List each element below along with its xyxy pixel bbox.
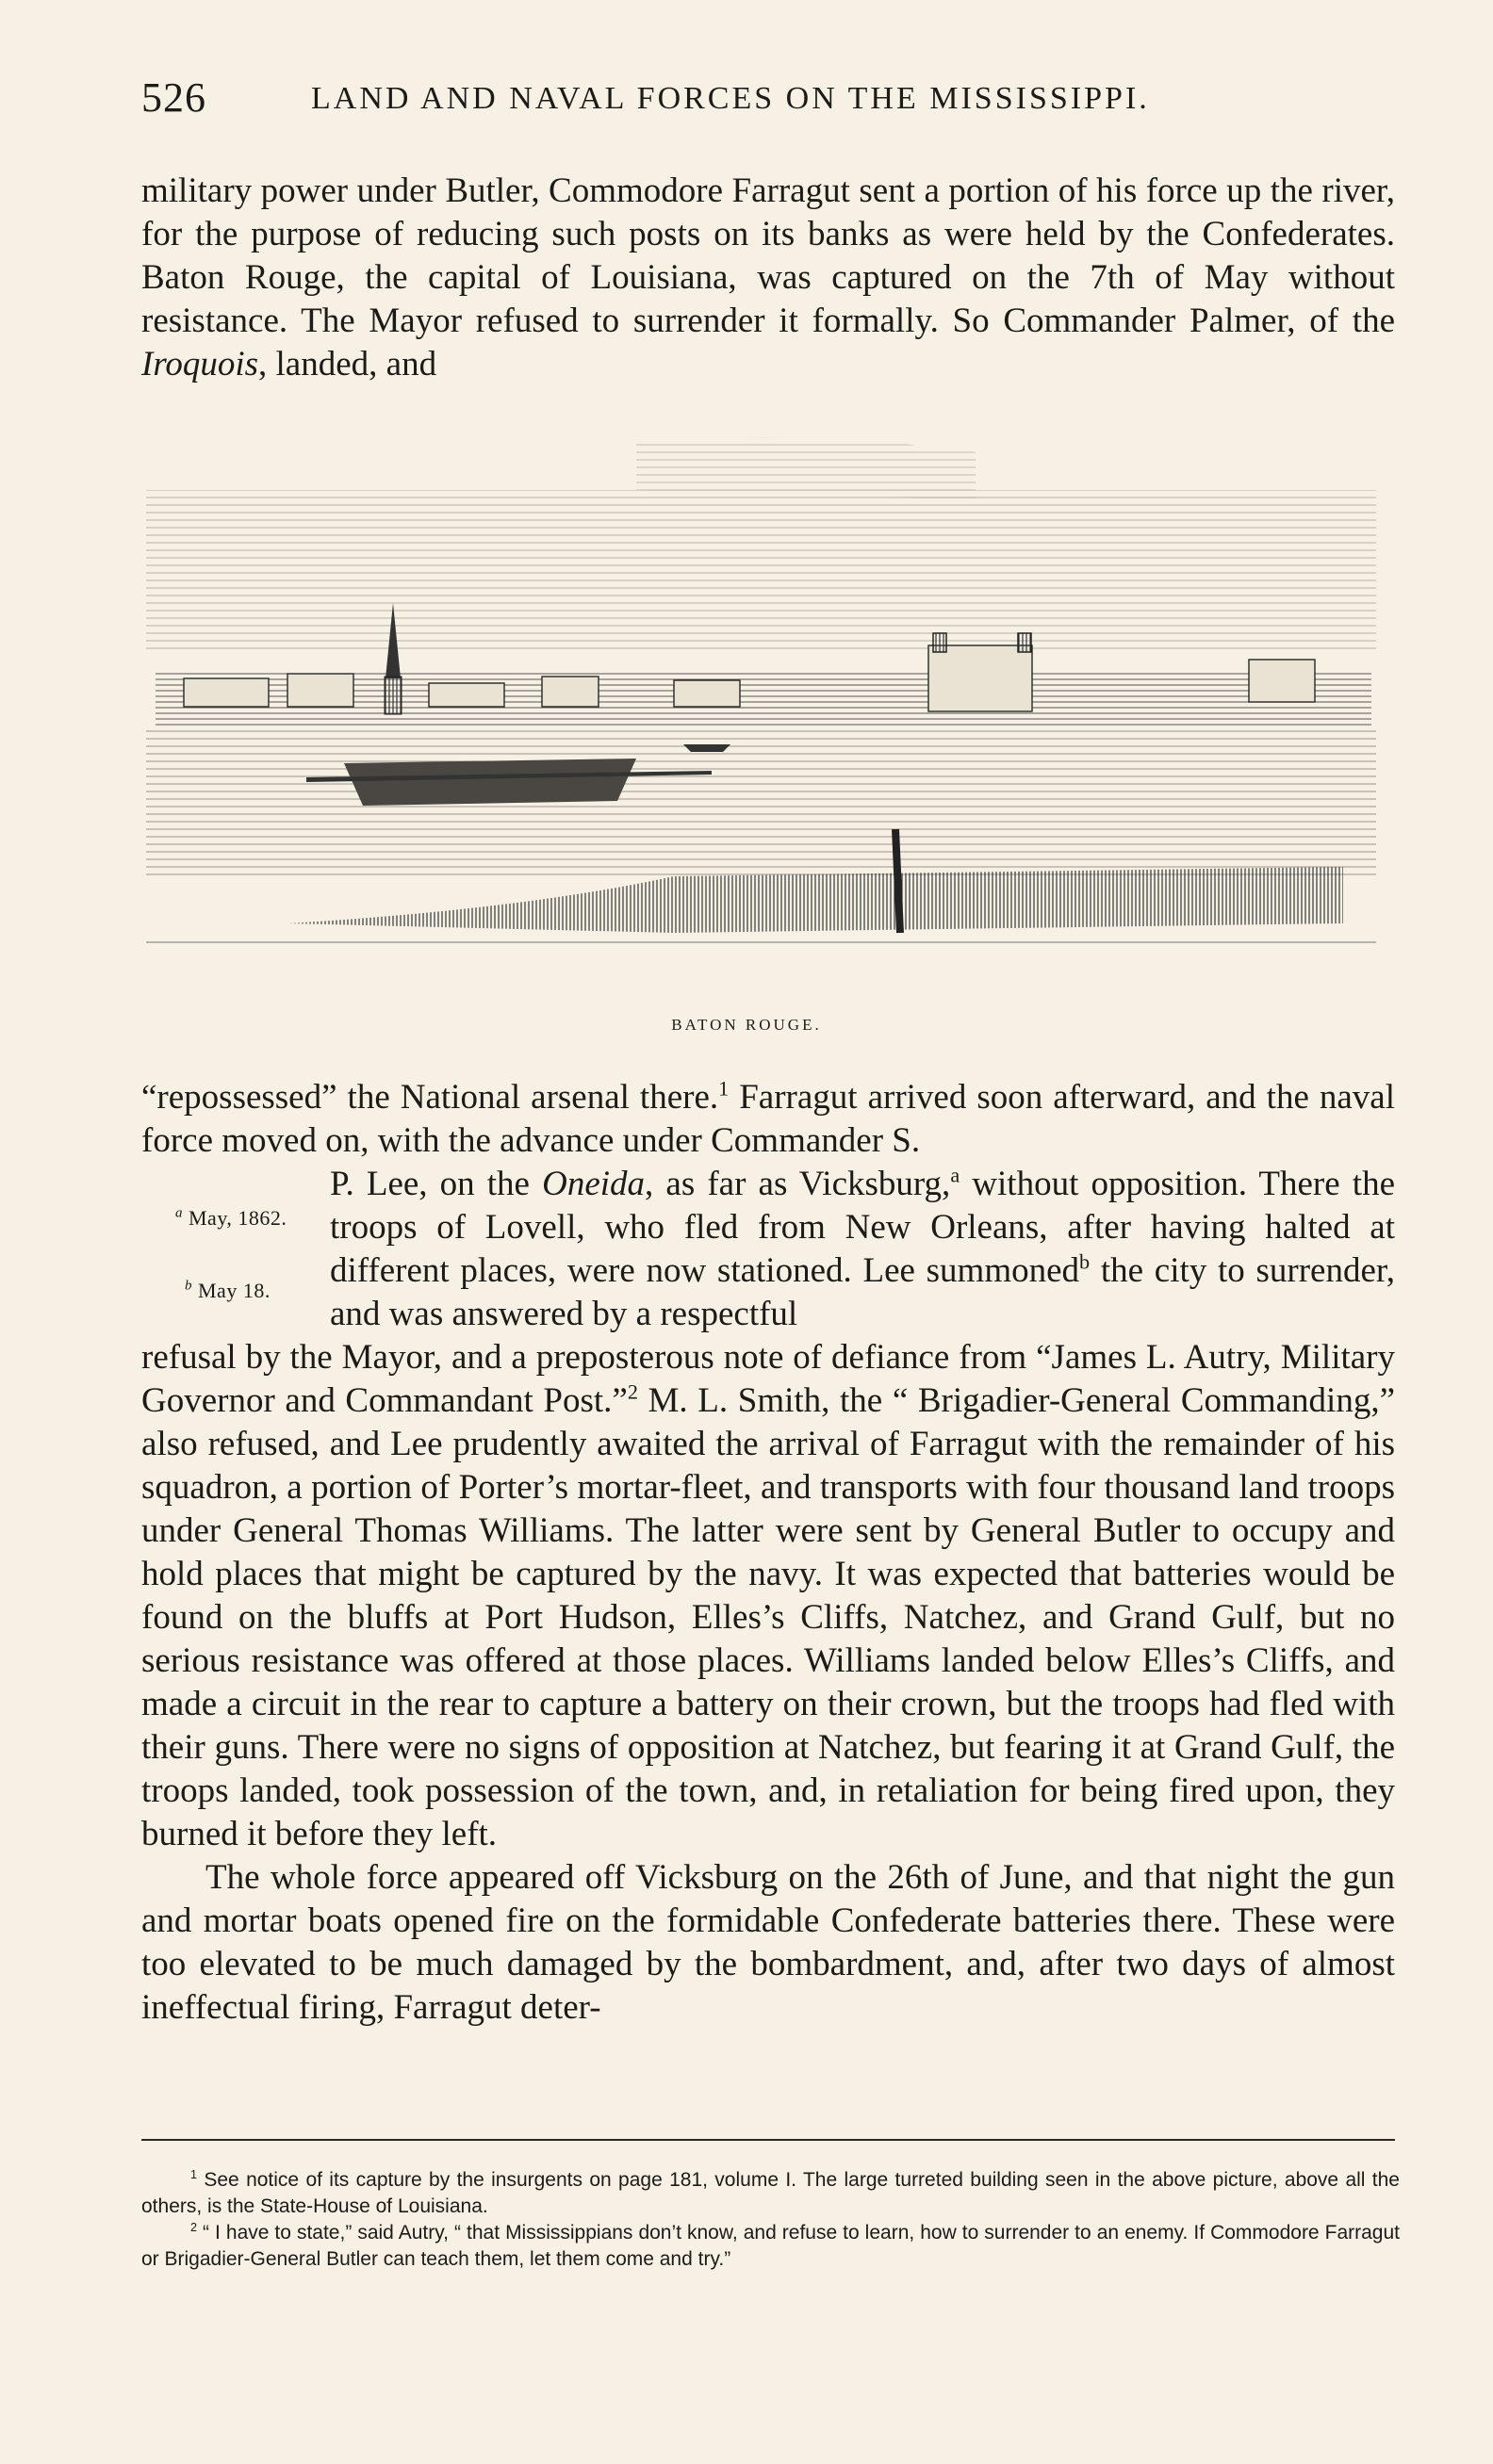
main-paragraph: “repossessed” the National arsenal there.$^1$ Farragut arrived soon afterward, and the naval force moved on, with the advance under Commander S. P. Lee, on the Oneida, as far as Vicksburg,$^a$ without opposition. There the troops of Lovell, who fled from New Orleans, after having halted at different places, were now stationed. Lee summoned$^b$ the city to surrender, and was answered by a respectful refusal by the Mayor, and a preposterous note of defiance from “James L. Autry, Military Governor and Commandant Post.”$^2$ M. L. Smith, the “ Brigadier-General Commanding,” also refused, and Lee prudently awaited the arrival of Farragut with the remainder of his squadron, a portion of Porter’s mortar-fleet, and transports with four thousand land troops under General Thomas Williams. The latter were sent by General Butler to occupy and hold places that might be captured by the navy. It was expected that batteries would be found on the bluffs at Port Hudson, Elles’s Cliffs, Natchez, and Grand Gulf, but no serious resistance was offered at those places. Williams landed below Elles’s Cliffs, and made a circuit in the rear to capture a battery on their crown, but the troops had fled with their guns. There were no signs of opposition at Natchez, but fearing it at Grand Gulf, the troops landed, took possession of the town, and, in retaliation for being fired upon, they burned it before they left. The whole force appeared off Vicksburg on the 26th of June, and that night the gun and mortar boats opened fire on the formidable Confederate batteries there. These were too elevated to be much damaged by the bombardment, and, after two days of almost ineffectual firing, Farragut deter- — [141, 1076, 1395, 2030]
ship-name-iroquois: Iroquois — [141, 345, 259, 383]
indented-block: P. Lee, on the Oneida, as far as Vicksburg,$^a$ without opposition. There the troops of Lovell, who fled from New Orleans, after having halted at different places, were now stationed. Lee summoned$^b$ the city to surrender, and was answered by a respectful — [330, 1163, 1395, 1333]
top-paragraph: military power under Butler, Commodore Farragut sent a portion of his force up the river, for the purpose of reducing such posts on its banks as were held by the Confederates. Baton Rouge, the capital of Louisiana, was captured on the 7th of May without resistance. The Mayor refused to surrender it formally. So Commander Palmer, of the Iroquois, landed, and — [141, 171, 1395, 383]
footnote-rule — [141, 2139, 1395, 2141]
running-title: LAND AND NAVAL FORCES ON THE MISSISSIPPI. — [311, 81, 1150, 116]
footnote-1: $^1$ See notice of its capture by the insurgents on page 181, volume I. The large turreted building seen in the above picture, above all the others, is the State-House of Louisiana. — [141, 2168, 1400, 2217]
footnotes — [141, 2167, 1400, 2273]
margin-note-b: $^b$ May 18. — [185, 1278, 271, 1302]
second-paragraph: The whole force appeared off Vicksburg on the 26th of June, and that night the gun and mortar boats opened fire on the formidable Confederate batteries there. These were too elevated to be much damaged by the bombardment, and, after two days of almost ineffectual firing, Farragut deter- — [141, 1858, 1395, 2027]
footnote-2: $^2$ “ I have to state,” said Autry, “ that Mississippians don’t know, and refuse to learn, how to surrender to an enemy. If Commodore Farragut or Brigadier-General Butler can teach them, let them come and try.” — [141, 2221, 1400, 2270]
baton-rouge-engraving — [146, 433, 1376, 980]
margin-note-a: $^a$ May, 1862. — [175, 1205, 287, 1230]
running-head — [141, 73, 1397, 130]
ship-name-oneida: Oneida — [542, 1165, 646, 1203]
page-number: 526 — [141, 74, 206, 121]
illustration-caption: BATON ROUGE. — [671, 1016, 822, 1034]
